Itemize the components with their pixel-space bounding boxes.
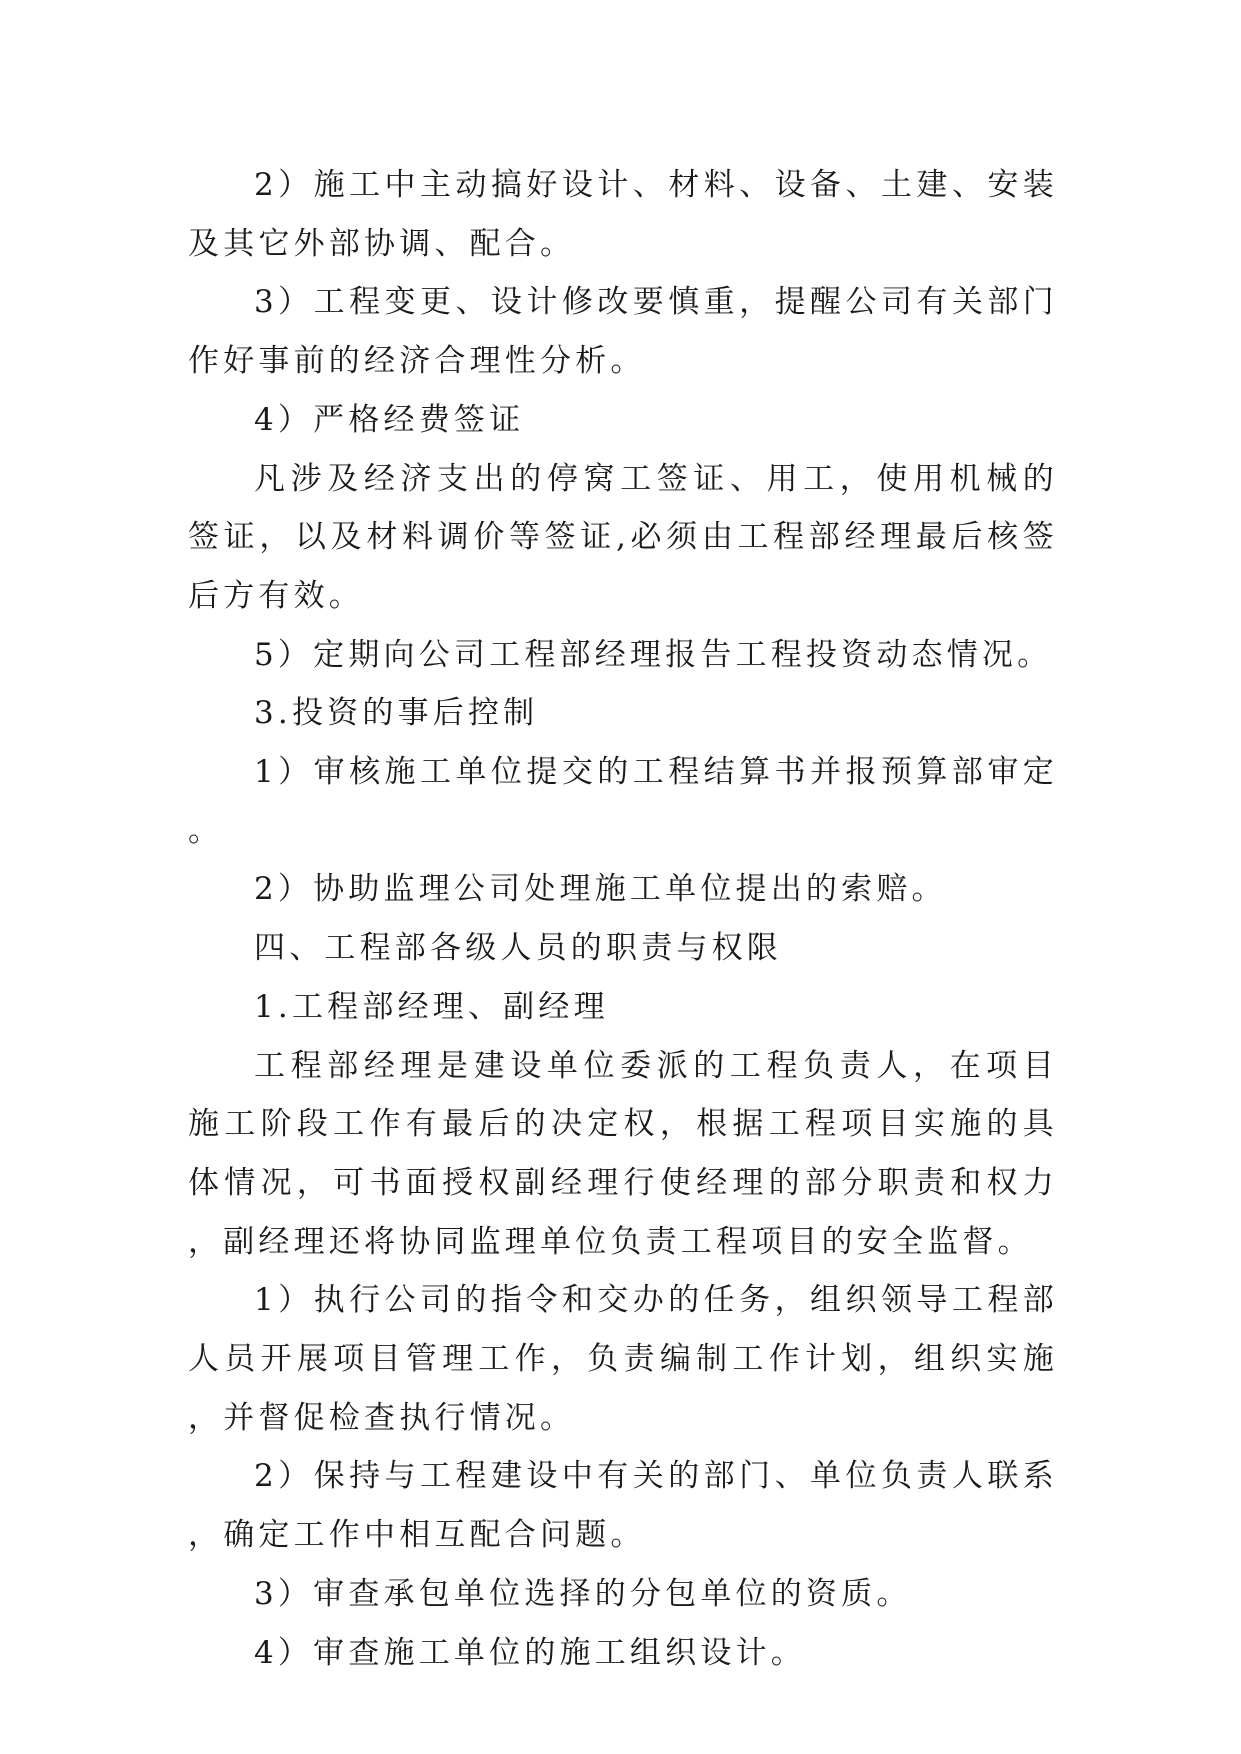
paragraph-expense-detail: 凡涉及经济支出的停窝工签证、用工，使用机械的签证，以及材料调价等签证,必须由工程部经理最后核签后方有效。 <box>188 460 1058 614</box>
paragraph-claims: 2）协助监理公司处理施工单位提出的索赔。 <box>254 871 947 908</box>
paragraph-report: 5）定期向公司工程部经理报告工程投资动态情况。 <box>254 636 1053 673</box>
paragraph-subcontractor-review: 3）审查承包单位选择的分包单位的资质。 <box>254 1575 912 1612</box>
paragraph-manager-role: 工程部经理是建设单位委派的工程负责人，在项目施工阶段工作有最后的决定权，根据工程项目实施的具体情况，可书面授权副经理行使经理的部分职责和权力，副经理还将协同监理单位负责工程项目的安全监督。 <box>188 1047 1058 1260</box>
paragraph-expense-heading: 4）严格经费签证 <box>254 401 525 438</box>
chapter-heading-responsibilities: 四、工程部各级人员的职责与权限 <box>254 930 782 967</box>
section-heading-post-control: 3.投资的事后控制 <box>254 695 539 732</box>
paragraph-design-change: 3）工程变更、设计修改要慎重，提醒公司有关部门作好事前的经济合理性分析。 <box>188 284 1058 380</box>
document-body <box>188 156 1058 1682</box>
paragraph-construction-plan-review: 4）审查施工单位的施工组织设计。 <box>254 1634 806 1671</box>
paragraph-settlement: 1）审核施工单位提交的工程结算书并报预算部审定。 <box>188 754 1058 849</box>
paragraph-execute-orders: 1）执行公司的指令和交办的任务，组织领导工程部人员开展项目管理工作，负责编制工作计划，组织实施，并督促检查执行情况。 <box>188 1282 1058 1436</box>
section-heading-manager: 1.工程部经理、副经理 <box>254 988 609 1025</box>
paragraph-liaison: 2）保持与工程建设中有关的部门、单位负责人联系，确定工作中相互配合问题。 <box>188 1458 1058 1554</box>
paragraph-coordination: 2）施工中主动搞好设计、材料、设备、土建、安装及其它外部协调、配合。 <box>188 167 1058 262</box>
